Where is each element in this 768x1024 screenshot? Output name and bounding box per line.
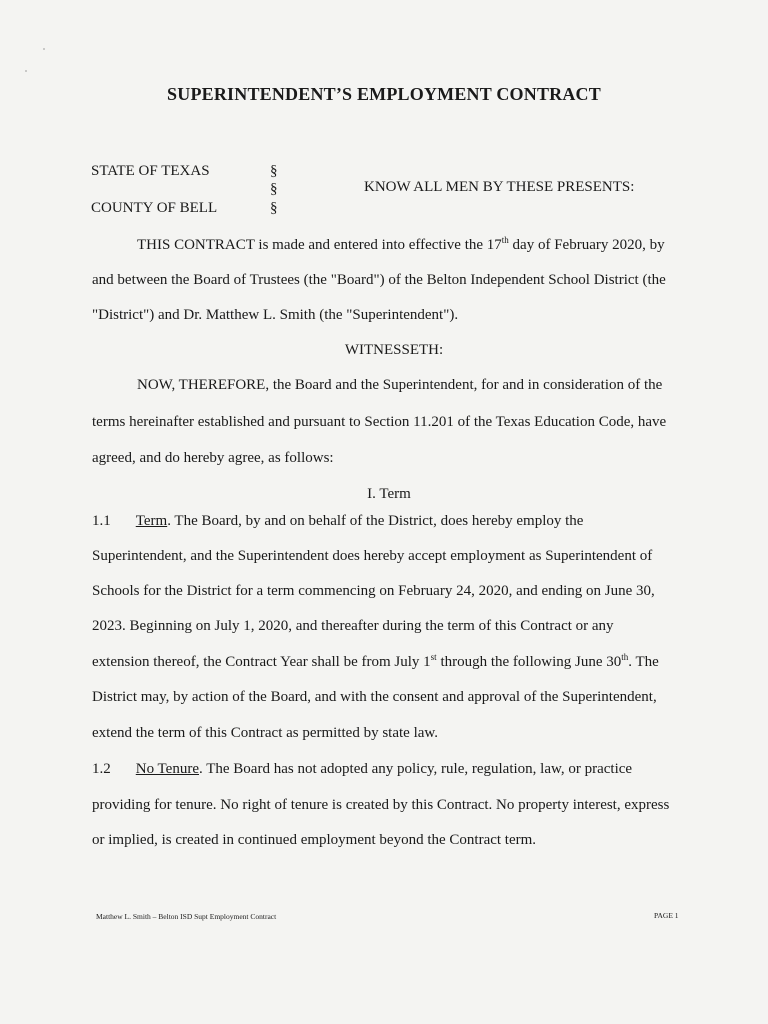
clause-1-1-line-3: Schools for the District for a term commencing on February 24, 2020, and ending on June 30, xyxy=(92,583,655,599)
section-mark: § xyxy=(270,181,278,197)
footer-document-label: Matthew L. Smith – Belton ISD Supt Employment Contract xyxy=(96,912,277,921)
witnesseth-heading: WITNESSETH: xyxy=(344,342,444,358)
clause-1-1-line-4: 2023. Beginning on July 1, 2020, and thereafter during the term of this Contract or any xyxy=(92,618,614,634)
now-therefore-line-1: NOW, THEREFORE, the Board and the Superintendent, for and in consideration of the xyxy=(137,377,663,393)
state-label: STATE OF TEXAS xyxy=(91,163,210,179)
clause-1-1-line-7: extend the term of this Contract as permitted by state law. xyxy=(92,725,439,741)
document-title: SUPERINTENDENT’S EMPLOYMENT CONTRACT xyxy=(167,84,601,104)
clause-1-1-line-5: extension thereof, the Contract Year shall be from July 1st through the following June 30th. The xyxy=(92,652,659,670)
section-mark: § xyxy=(270,200,278,216)
intro-line-3: "District") and Dr. Matthew L. Smith (the "Superintendent"). xyxy=(92,307,459,323)
clause-number: 1.2 xyxy=(92,761,111,777)
now-therefore-line-2: terms hereinafter established and pursuant to Section 11.201 of the Texas Education Code, have xyxy=(92,414,667,430)
scan-speck xyxy=(43,48,45,50)
section-heading-term: I. Term xyxy=(367,486,411,502)
clause-1-1-line-6: District may, by action of the Board, and with the consent and approval of the Superintendent, xyxy=(92,689,657,705)
scan-speck xyxy=(25,70,27,72)
clause-heading: Term xyxy=(135,513,168,529)
intro-line-1: THIS CONTRACT is made and entered into effective the 17th day of February 2020, by xyxy=(137,235,665,253)
know-all-men-heading: KNOW ALL MEN BY THESE PRESENTS: xyxy=(364,179,635,195)
clause-1-1-line-1: 1.1 Term. The Board, by and on behalf of the District, does hereby employ the xyxy=(92,513,584,529)
clause-heading: No Tenure xyxy=(135,761,199,777)
clause-1-2-line-1: 1.2 No Tenure. The Board has not adopted any policy, rule, regulation, law, or practice xyxy=(92,761,633,777)
now-therefore-line-3: agreed, and do hereby agree, as follows: xyxy=(92,450,334,466)
clause-1-2-line-2: providing for tenure. No right of tenure is created by this Contract. No property interest, express xyxy=(92,797,670,813)
clause-1-2-line-3: or implied, is created in continued employment beyond the Contract term. xyxy=(92,832,537,848)
county-label: COUNTY OF BELL xyxy=(91,200,218,216)
clause-number: 1.1 xyxy=(92,513,111,529)
clause-1-1-line-2: Superintendent, and the Superintendent does hereby accept employment as Superintendent of xyxy=(92,548,653,564)
intro-line-2: and between the Board of Trustees (the "Board") of the Belton Independent School District (the xyxy=(92,272,666,288)
footer-page-number: PAGE 1 xyxy=(654,911,679,920)
section-mark: § xyxy=(270,163,278,179)
